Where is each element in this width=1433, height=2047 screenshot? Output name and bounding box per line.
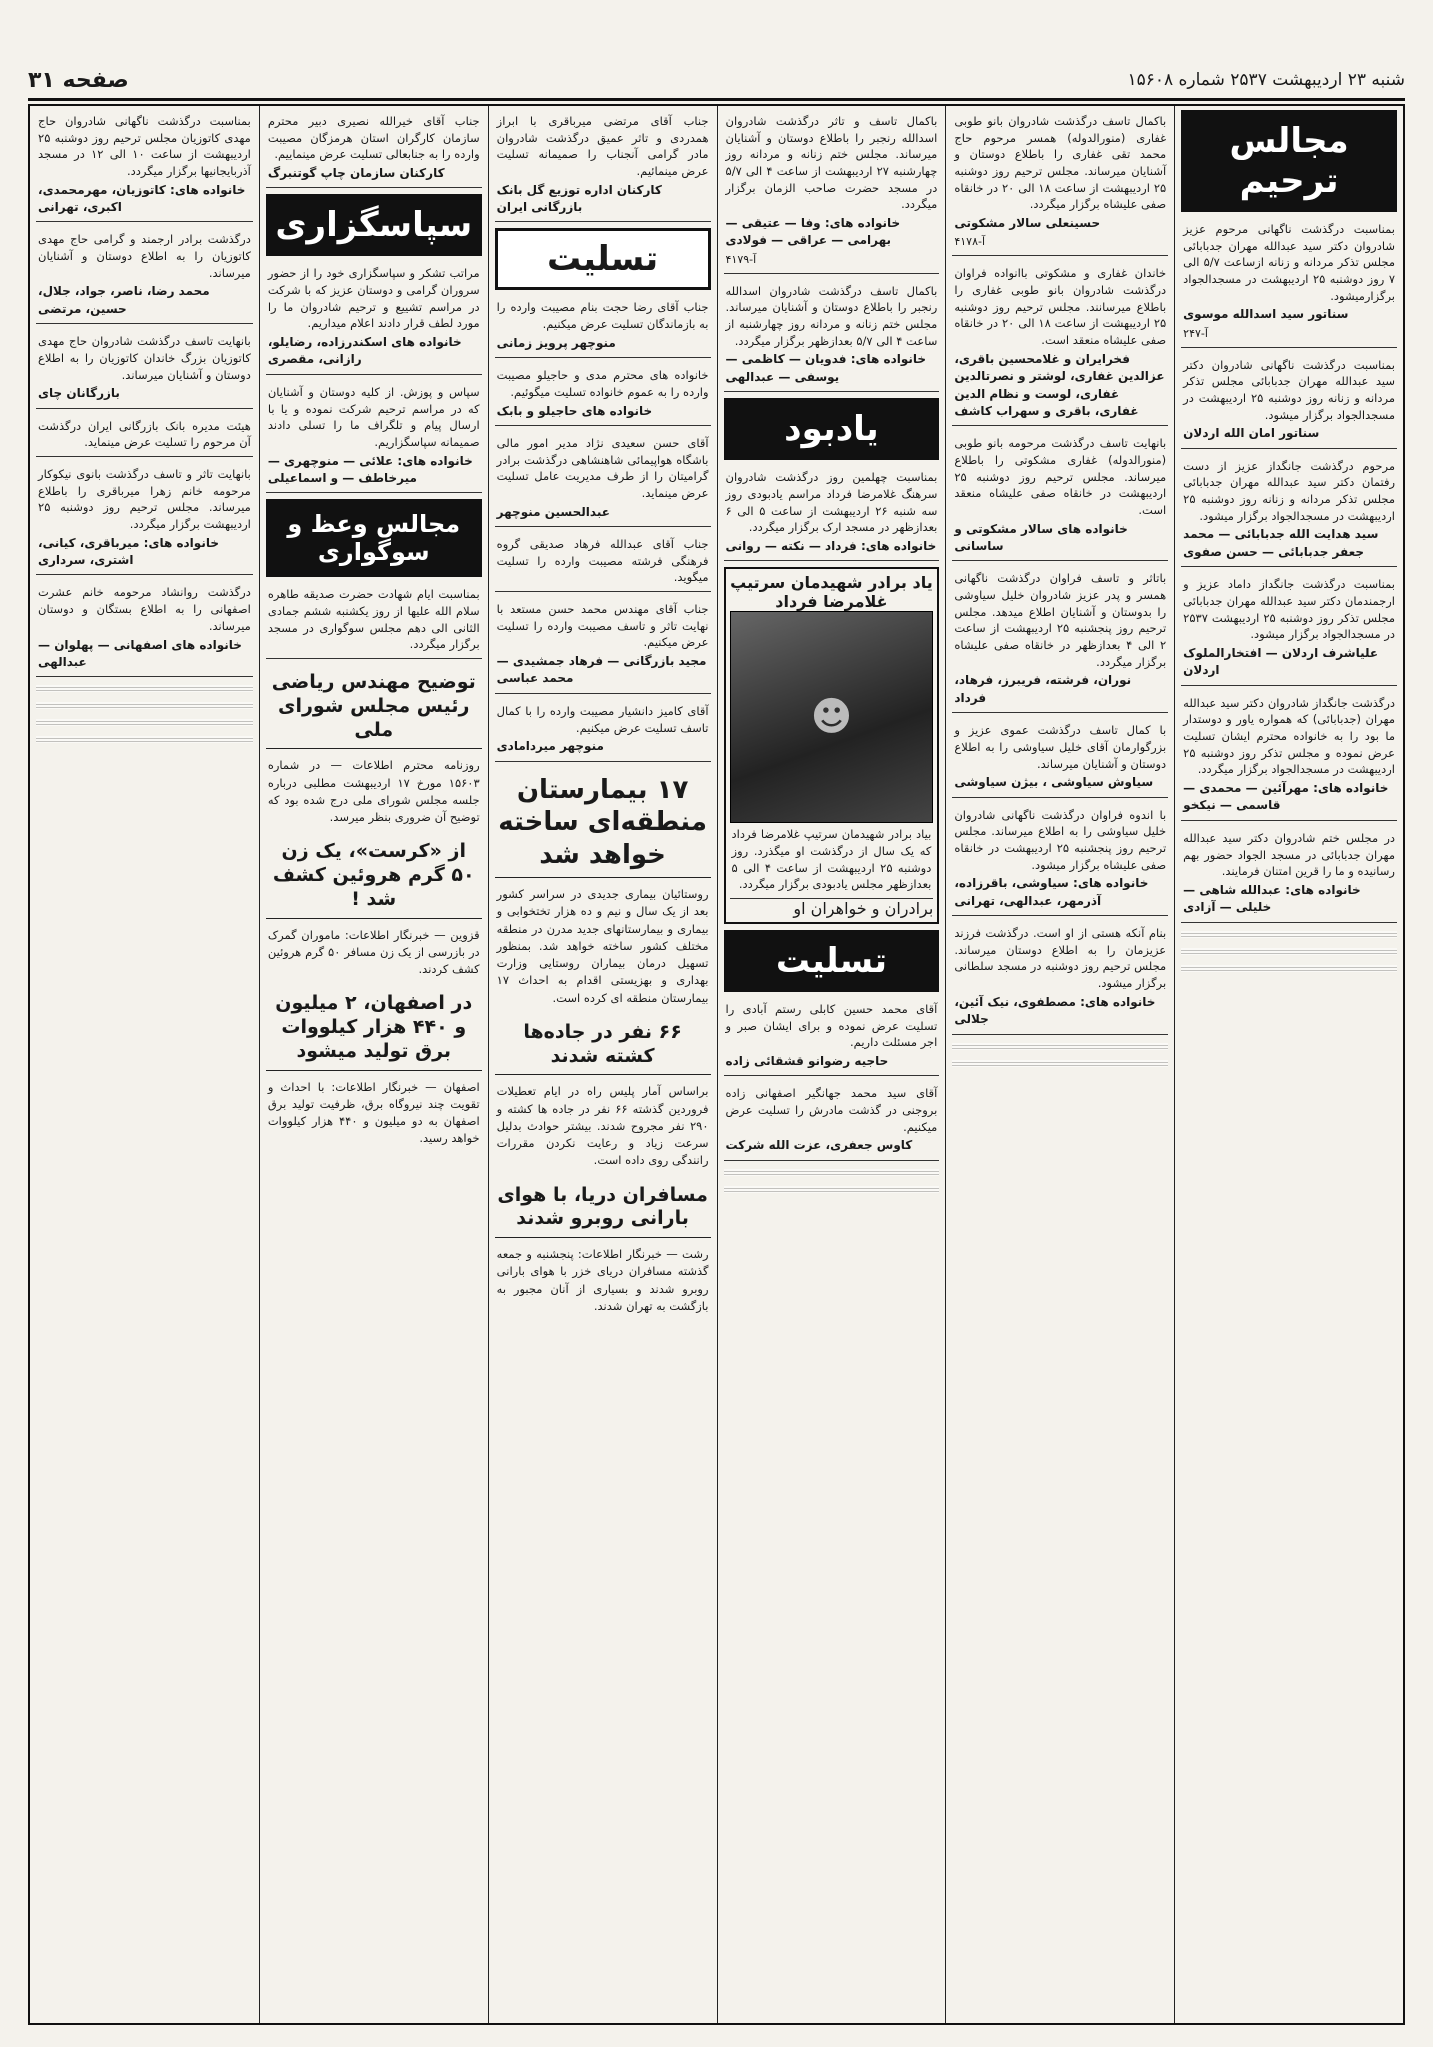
notice [36, 110, 253, 222]
notice-signature: سید هدایت الله جدبابائی — محمد جعفر جدبابائی — حسن صفوی [1183, 527, 1379, 559]
notice-signature: خانواده های: مصطفوی، نیک آئین، جلالی [954, 994, 1156, 1027]
notice-text: آقای کامیز دانشیار مصیبت وارده را با کمال تاسف تسلیت عرض میکنیم. [496, 703, 709, 735]
notice-text: با کمال تاسف درگذشت عموی عزیز و بزرگوارمان آقای خلیل سیاوشی را به اطلاع دوستان و آشنایان میرساند. [954, 723, 1167, 771]
notice-text: بانهایت تاثر و تاسف درگذشت بانوی نیکوکار مرحومه خانم زهرا میرباقری را باطلاع میرساند. مجلس ترحیم روز دوشنبه ۲۵ اردیبهشت برگزار میگردد. [38, 467, 251, 532]
notice-text: بانهایت تاسف درگذشت مرحومه بانو طوبی (منورالدوله) غفاری مشکوتی را باطلاع میرساند. مجلس ترحیم روز دوشنبه ۲۵ اردیبهشت در خانقاه صفی علیشاه منعقد است. [954, 436, 1167, 517]
column-4 [488, 106, 717, 2023]
section-banner-condolence: تسلیت [495, 228, 711, 290]
notice-signature: عبدالحسین منوچهر [496, 504, 610, 519]
notice-signature: خانواده های: وفا — عتیقی — بهرامی — عراقی — فولادی [725, 216, 901, 248]
text-filler [1181, 965, 1397, 972]
notice-text: در مجلس ختم شادروان دکتر سید عبدالله مهران جدبابائی در مسجد الجواد حضور بهم رسانیده و ما را قرین امتنان فرمایند. [1183, 830, 1395, 879]
notice-signature: سناتور امان الله اردلان [1183, 426, 1320, 441]
notice-text: خاندان غفاری و مشکوتی باانواده فراوان درگذشت شادروان بانو طوبی غفاری را باطلاع میرسانند. مجلس ترحیم روز دوشنبه ۲۵ اردیبهشت از ساعت ۱۸ الی ۲۰ در خانقاه صفی علیشاه منعقد است. [954, 266, 1167, 348]
date-line: شنبه ۲۳ اردیبهشت ۲۵۳۷ شماره ۱۵۶۰۸ [1127, 70, 1405, 90]
notice-text: هیئت مدیره بانک بازرگانی ایران درگذشت آن مرحوم را تسلیت عرض مینماید. [38, 418, 251, 450]
notice-signature: خانواده های: سیاوشی، باقرزاده، آذرمهر، عبدالهی، تهرانی [954, 876, 1149, 908]
notice-signature: خانواده های اصفهانی — پهلوان — عبدالهی [38, 637, 242, 669]
notice [724, 466, 940, 561]
notice [952, 804, 1168, 916]
text-filler [952, 1060, 1168, 1067]
notice-signature: منوچهر میردامادی [496, 739, 604, 754]
text-filler [724, 1169, 940, 1176]
text-filler [1181, 948, 1397, 955]
text-filler [952, 1043, 1168, 1050]
section-banner-remembrance: یادبود [724, 398, 940, 460]
notice-signature: خانواده های: فدویان — کاظمی — یوسفی — عبدالهی [725, 352, 927, 384]
notice-signature: حسینعلی سالار مشکوتی [954, 216, 1101, 231]
article-headline: در اصفهان، ۲ میلیون و ۴۴۰ هزار کیلووات برق تولید میشود [266, 986, 482, 1070]
article-body: روستائیان بیماری جدیدی در سراسر کشور بعد از یک سال و نیم و ده هزار تختخوابی و بیماری و بیمارستانهای جدید مدرن در منطقه مختلف کشور ساخته خواهد شد. بمنظور تسهیل درمان بیماران روستایی وزارت بهداری و بهزیستی اقدام به احداث ۱۷ بیمارستان منطقه ای کرده است. [496, 887, 709, 1005]
notice-signature: بازرگانان چای [38, 386, 120, 401]
notice-signature: علیاشرف اردلان — افتخارالملوک اردلان [1183, 645, 1379, 678]
section-banner-condolence: تسلیت [724, 930, 940, 992]
notice-signature: نوران، فرشته، فریبرز، فرهاد، فرداد [954, 673, 1132, 705]
notice-text: خانواده های محترم مدی و حاجیلو مصیبت وارده را به عموم خانواده تسلیت میگوئیم. [496, 368, 709, 399]
notice-text: آقای سید محمد جهانگیر اصفهانی زاده بروجنی در گذشت مادرش را تسلیت عرض میکنیم. [725, 1086, 938, 1134]
notice-text: بانهایت تاسف درگذشت شادروان حاج مهدی کاتوزیان بزرگ خاندان کاتوزیان را به اطلاع دوستان و آشنایان میرساند. [38, 334, 251, 382]
notice [952, 432, 1168, 561]
notice-code: آ-۴۱۷۹ [725, 252, 757, 266]
article-body: اصفهان — خبرنگار اطلاعات: با احداث و تقویت چند نیروگاه برق، ظرفیت تولید برق اصفهان به دو میلیون و ۴۴۰ هزار کیلووات خواهد رسید. [267, 1079, 480, 1146]
notice [495, 700, 711, 762]
photo-caption: یاد برادر شهیدمان سرتیپ غلامرضا فرداد [730, 573, 933, 612]
notice-signature: خانواده های: میرباقری، کیانی، اشتری، سرداری [38, 535, 219, 568]
section-banner-memorial: مجالس ترحیم [1181, 110, 1397, 212]
notice-text: بمناسبت درگذشت ناگهانی شادروان دکتر سید عبدالله مهران جدبابائی مجلس تذکر مردانه و زنانه روز دوشنبه ۲۵ اردیبهشت در مسجدالجواد برگزار میشود. [1183, 357, 1395, 422]
notice [1181, 827, 1397, 923]
notice [952, 922, 1168, 1034]
notice-signature: خانواده های سالار مشکوتی و ساسانی [954, 521, 1128, 554]
notice-signature: مجید بازرگانی — فرهاد جمشیدی — محمد عباسی [496, 654, 707, 686]
article-body: قزوین — خبرنگار اطلاعات: ماموران گمرک در بازرسی از یک زن مسافر ۵۰ گرم هروئین کشف کردند. [267, 927, 480, 977]
page-header [28, 62, 1405, 101]
notice [495, 364, 711, 426]
notice-signature: برادران و خواهران او [793, 898, 934, 918]
notice [266, 381, 482, 493]
notice-signature: کارکنان اداره توزیع گل بانک بازرگانی ایران [496, 182, 662, 215]
notice-signature: سیاوش سیاوشی ، بیژن سیاوشی [954, 775, 1154, 790]
article-headline: مسافران دریا، با هوای بارانی روبرو شدند [495, 1178, 711, 1239]
article-headline: ۱۷ بیمارستان منطقه‌ای ساخته خواهد شد [495, 768, 711, 879]
notice [36, 463, 253, 575]
notice-text: آقای حسن سعیدی نژاد مدیر امور مالی باشگاه هواپیمائی شاهنشاهی درگذشت برادر گرامیتان را از طرف مدیریت عامل تسلیت عرض مینماید. [496, 435, 709, 500]
section-banner-thanks: سپاسگزاری [266, 194, 482, 256]
notice [1181, 354, 1397, 449]
notice-signature: خانواده های: فرداد — نکته — روانی [725, 538, 937, 553]
notice-signature: خانواده های اسکندرزاده، رضایلو، رازانی، مقصری [267, 335, 462, 367]
notice-text: باکمال تاسف درگذشت شادروان بانو طوبی غفاری (منورالدوله) همسر مرحوم حاج محمد تقی غفاری را باطلاع دوستان و آشنایان میرساند. مجلس ترحیم روز دوشنبه ۲۵ اردیبهشت از ساعت ۱۸ الی ۲۰ در خانقاه صفی علیشاه برگزار میگردد. [954, 114, 1167, 212]
notice-signature: خانواده های: عبدالله شاهی — خلیلی — آزادی [1183, 882, 1361, 915]
notice-text: باکمال تاسف درگذشت شادروان اسدالله رنجبر را باطلاع دوستان و آشنایان میرساند. مجلس ختم زنانه و مردانه روز چهارشنبه از ساعت ۴ الی ۵/۷ بعدازظهر برگزار میگردد. [725, 283, 938, 348]
notice [266, 110, 482, 188]
notice-text: باتاثر و تاسف فراوان درگذشت ناگهانی همسر و پدر عزیز شادروان خلیل سیاوشی را بدوستان و آشنایان اطلاع میدهد. مجلس ترحیم روز پنجشنبه ۲۵ اردیبهشت از ساعت ۲ الی ۴ بعدازظهر در خانقاه صفی علیشاه برگزار میگردد. [954, 571, 1167, 669]
article-body: براساس آمار پلیس راه در ایام تعطیلات فروردین گذشته ۶۶ نفر در جاده ها کشته و ۲۹۰ نفر مجروح شدند. بیشتر حوادث بدلیل سرعت زیاد و رعایت نکردن مقررات رانندگی روی داده است. [496, 1084, 709, 1168]
photo-notice [724, 567, 940, 924]
notice [495, 432, 711, 527]
notice-text: با اندوه فراوان درگذشت ناگهانی شادروان خلیل سیاوشی را به اطلاع میرساند. مجلس ترحیم روز پنجشنبه ۲۵ اردیبهشت در خانقاه صفی علیشاه برگزار میشود. [954, 807, 1167, 872]
column-6 [30, 106, 259, 2023]
notice-text: جناب آقای رضا حجت بنام مصیبت وارده را به بازماندگان تسلیت عرض میکنیم. [496, 300, 709, 332]
notice [495, 533, 711, 592]
notice-code: آ-۴۱۷۸ [954, 235, 986, 249]
notice-signature: کارکنان سازمان چاپ گوتنبرگ [267, 166, 445, 181]
notice [36, 330, 253, 408]
notice [724, 280, 940, 392]
notice-text: جناب آقای عبدالله فرهاد صدیقی گروه فرهنگی فرشته مصیبت وارده را تسلیت میگوید. [496, 537, 709, 585]
notice-text: مراتب تشکر و سپاسگزاری خود را از حضور سروران گرامی و دوستان عزیز که با شرکت در مراسم تشییع و ترحیم شادروان ما را مورد لطف قرار دادند اعلام میداریم. [267, 266, 480, 331]
text-filler [724, 1186, 940, 1193]
notice-signature: خانواده های حاجیلو و بابک [496, 403, 653, 418]
notice-signature: سناتور سید اسدالله موسوی [1183, 307, 1349, 322]
section-banner-mourning: مجالس وعظ و سوگواری [266, 499, 482, 577]
notice-signature: محمد رضا، ناصر، جواد، جلال، حسین، مرتضی [38, 284, 210, 316]
text-filler [1181, 931, 1397, 938]
notice-text: بمناسبت درگذشت ناگهانی مرحوم عزیز شادروان دکتر سید عبدالله مهران جدبابائی مجلس تذکر مردانه و زنانه ازساعت ۵/۷ الی ۷ روز دوشنبه ۲۵ اردیبهشت در مسجدالجواد برگزارمیشود. [1183, 222, 1395, 303]
notice-signature: خانواده های: کاتوزیان، مهرمحمدی، اکبری، تهرانی [38, 182, 246, 215]
page-number: صفحه ۳۱ [28, 67, 129, 93]
notice [1181, 218, 1397, 348]
notice-text: درگذشت جانگداز شادروان دکتر سید عبدالله مهران (جدبابائی) که همواره یاور و دوستدار ما بود را به خانواده محترم ایشان تسلیت عرض نموده و مجلس تذکر روز دوشنبه ۲۵ اردیبهشت در مسجدالجواد برگزار میگردد. [1183, 695, 1395, 777]
notice-signature: خانواده های: مهرآئین — محمدی — قاسمی — نیکخو [1183, 781, 1389, 813]
notice-signature: کاوس جعفری، عزت الله شرکت [725, 1138, 913, 1153]
notice-text: سپاس و پوزش. از کلیه دوستان و آشنایان که در مراسم ترحیم شرکت نموده و یا با ارسال پیام و تلگراف ما را تسلی دادند صمیمانه سپاسگزاریم. [267, 384, 480, 449]
notice-text: بمناسبت درگذشت ناگهانی شادروان حاج مهدی کاتوزیان مجلس ترحیم روز دوشنبه ۲۵ اردیبهشت از ساعت ۱۰ الی ۱۲ در مسجد آذربایجانیها برگزار میگردد. [38, 114, 251, 179]
column-2 [945, 106, 1174, 2023]
column-3 [717, 106, 946, 2023]
text-filler [36, 719, 253, 726]
notice [724, 110, 940, 274]
notice-signature: خانواده های: علائی — منوچهری — میرخاطف — و اسماعیلی [267, 453, 473, 485]
notice [266, 262, 482, 374]
notice [495, 296, 711, 358]
notice [36, 415, 253, 457]
notice [495, 110, 711, 222]
notice [724, 1082, 940, 1160]
column-5 [259, 106, 488, 2023]
article-headline: ۶۶ نفر در جاده‌ها کشته شدند [495, 1015, 711, 1076]
notice-signature: حاجیه رضوانو قشقائی زاده [725, 1054, 889, 1068]
column-1 [1174, 106, 1403, 2023]
notice [1181, 455, 1397, 567]
notice-text: درگذشت روانشاد مرحومه خانم عشرت اصفهانی را به اطلاع بستگان و دوستان میرساند. [38, 585, 251, 633]
notice-text: درگذشت برادر ارجمند و گرامی حاج مهدی کاتوزیان را به اطلاع دوستان و آشنایان میرساند. [38, 232, 251, 280]
notice-signature: فخرایران و غلامحسین باقری، عزالدین غفاری، لوشتر و نصرتالدین غفاری، لوست و نظام الدین غفاری، باقری و سهراب کاشف [954, 351, 1165, 418]
notice-text: جناب آقای مرتضی میرباقری با ابراز همدردی و تاثر عمیق درگذشت شادروان مادر گرامی آنجناب را صمیمانه تسلیت عرض مینمائیم. [496, 114, 709, 179]
notice [1181, 573, 1397, 685]
notice-text: بمناسبت درگذشت جانگداز داماد عزیز و ارجمندمان دکتر سید عبدالله مهران جدبابائی مجلس تذکر روز دوشنبه ۲۵ اردیبهشت ۲۵۳۷ در مسجدالجواد برگزار میشود. [1183, 577, 1395, 642]
notice [266, 583, 482, 659]
text-filler [36, 685, 253, 692]
notice [952, 567, 1168, 713]
notice [724, 998, 940, 1076]
text-filler [36, 736, 253, 743]
notice-text: بنام آنکه هستی از او است. درگذشت فرزند عزیزمان را به اطلاع دوستان میرساند. مجلس ترحیم روز دوشنبه در مسجد سلطانی برگزار میشود. [954, 926, 1167, 991]
notice-text: جناب آقای خیرالله نصیری دبیر محترم سازمان کارگران استان هرمزگان مصیبت وارده را به جنابعالی تسلیت عرض مینماییم. [267, 114, 480, 162]
notice [952, 110, 1168, 256]
notice [36, 581, 253, 677]
notice [952, 262, 1168, 426]
notice [952, 719, 1168, 797]
portrait-photo: ☻ [730, 611, 934, 823]
notice-text: جناب آقای مهندس محمد حسن مستعد با نهایت تاثر و تاسف مصیبت وارده را تسلیت عرض میکنیم. [496, 602, 709, 650]
text-filler [36, 702, 253, 709]
article-headline: توضیح مهندس ریاضی رئیس مجلس شورای ملی [266, 665, 482, 749]
notice-text: باکمال تاسف و تاثر درگذشت شادروان اسدالله رنجبر را باطلاع دوستان و آشنایان میرساند. مجلس ختم زنانه و مردانه روز چهارشنبه ۲۷ اردیبهشت از ساعت ۴ الی ۵/۷ در مسجد حضرت صاحب الزمان برگزار میگردد. [725, 114, 938, 212]
notice-signature: منوچهر پرویز زمانی [496, 335, 616, 350]
notice-text: بیاد برادر شهیدمان سرتیپ غلامرضا فرداد که یک سال از درگذشت او میگذرد. روز دوشنبه ۲۵ اردیبهشت از ساعت ۴ الی ۵ بعدازظهر مجلس یادبودی برگزار میگردد. [730, 823, 934, 899]
article-headline: از «کرست»، یک زن ۵۰ گرم هروئین کشف شد ! [266, 834, 482, 918]
notice [495, 598, 711, 694]
notice [36, 228, 253, 324]
notice [1181, 692, 1397, 821]
notice-code: آ-۲۴۷ [1183, 326, 1208, 340]
article-body: روزنامه محترم اطلاعات — در شماره ۱۵۶۰۳ مورخ ۱۷ اردیبهشت مطلبی درباره جلسه مجلس شورای ملی درج شده بود که توضیح آن ضروری بنظر میرسد. [267, 758, 480, 825]
notice-text: بمناسبت ایام شهادت حضرت صدیقه طاهره سلام الله علیها از روز یکشنبه ششم جمادی الثانی الی دهم مجلس سوگواری در مسجد برگزار میگردد. [267, 587, 480, 652]
notice-text: آقای محمد حسین کابلی رستم آبادی را تسلیت عرض نموده و برای ایشان صبر و اجر مسئلت داریم. [725, 1001, 938, 1050]
newspaper-page [28, 104, 1405, 2025]
article-body: رشت — خبرنگار اطلاعات: پنجشنبه و جمعه گذشته مسافران دریای خزر با هوای بارانی روبرو شدند و بسیاری از آنان مجبور به بازگشت به تهران شدند. [496, 1247, 709, 1313]
notice-text: بمناسبت چهلمین روز درگذشت شادروان سرهنگ غلامرضا فرداد مراسم یادبودی روز سه شنبه ۲۶ اردیبهشت از ساعت ۵ الی ۶ بعدازظهر در مسجد ارک برگزار میگردد. [725, 470, 938, 535]
notice-text: مرحوم درگذشت جانگداز عزیز از دست رفتمان دکتر سید عبدالله مهران جدبابائی مجلس تذکر مردانه و زنانه روز دوشنبه ۲۵ اردیبهشت در مسجدالجواد برگزار میشود. [1183, 458, 1395, 523]
